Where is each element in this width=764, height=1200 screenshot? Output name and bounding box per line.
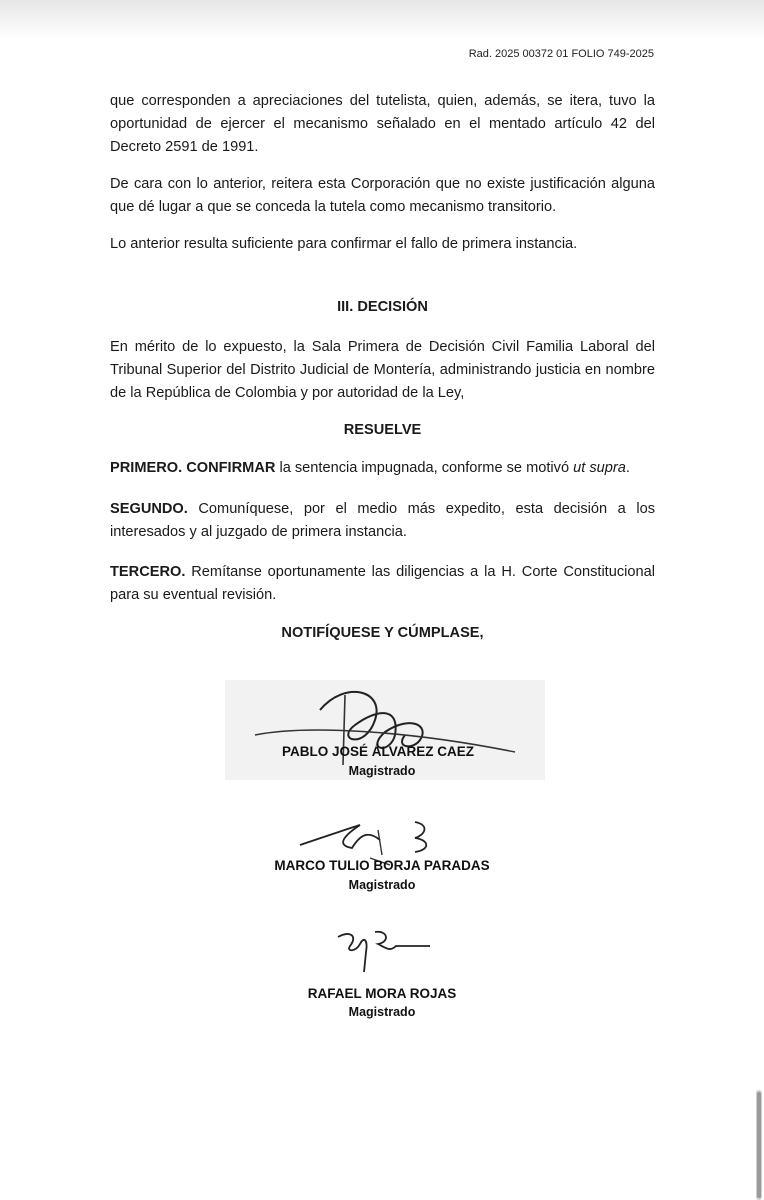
primero-end: . <box>625 460 630 476</box>
case-reference: Rad. 2025 00372 01 FOLIO 749-2025 <box>468 48 654 60</box>
primero-text: la sentencia impugnada, conforme se motivó <box>275 460 574 476</box>
paragraph-1: que corresponden a apreciaciones del tutelista, quien, además, se itera, tuvo la oportunidad de ejercer el mecanismo señalado en el mentado artículo 42 del Decreto 2591 de 1991. <box>110 93 655 155</box>
resuelve-heading: RESUELVE <box>343 422 422 438</box>
segundo-label: SEGUNDO. <box>110 501 188 517</box>
tercero-paragraph <box>110 561 655 607</box>
signature-3-name: RAFAEL MORA ROJAS <box>307 986 457 1001</box>
paragraph-3: Lo anterior resulta suficiente para confirmar el fallo de primera instancia. <box>110 236 578 252</box>
closing-formula: NOTIFÍQUESE Y CÚMPLASE, <box>281 625 484 641</box>
signature-3-image <box>330 922 440 977</box>
signature-1-role: Magistrado <box>348 764 416 778</box>
segundo-paragraph <box>110 498 655 544</box>
signature-2-name: MARCO TULIO BORJA PARADAS <box>274 858 490 873</box>
paragraph-4: En mérito de lo expuesto, la Sala Primera de Decisión Civil Familia Laboral del Tribunal Superior del Distrito Judicial de Montería, administrando justicia en nombre de la República de Colombia y por autoridad de la Ley, <box>110 339 655 401</box>
primero-label: PRIMERO. CONFIRMAR <box>110 460 276 476</box>
tercero-text: Remítanse oportunamente las diligencias a la H. Corte Constitucional para su eventual revisión. <box>110 564 655 603</box>
segundo-text: Comuníquese, por el medio más expedito, esta decisión a los interesados y al juzgado de primera instancia. <box>110 501 655 540</box>
scrollbar-thumb[interactable] <box>757 1092 761 1198</box>
section-title: III. DECISIÓN <box>337 299 428 315</box>
primero-italic: ut supra <box>573 460 626 476</box>
signature-1-name: PABLO JOSÉ ÁLVAREZ CAEZ <box>281 744 474 759</box>
signature-2-role: Magistrado <box>348 878 416 892</box>
paragraph-2: De cara con lo anterior, reitera esta Corporación que no existe justificación alguna que dé lugar a que se conceda la tutela como mecanismo transitorio. <box>110 176 655 215</box>
signature-3-role: Magistrado <box>348 1005 416 1019</box>
primero-paragraph <box>110 457 655 480</box>
tercero-label: TERCERO. <box>110 564 186 580</box>
